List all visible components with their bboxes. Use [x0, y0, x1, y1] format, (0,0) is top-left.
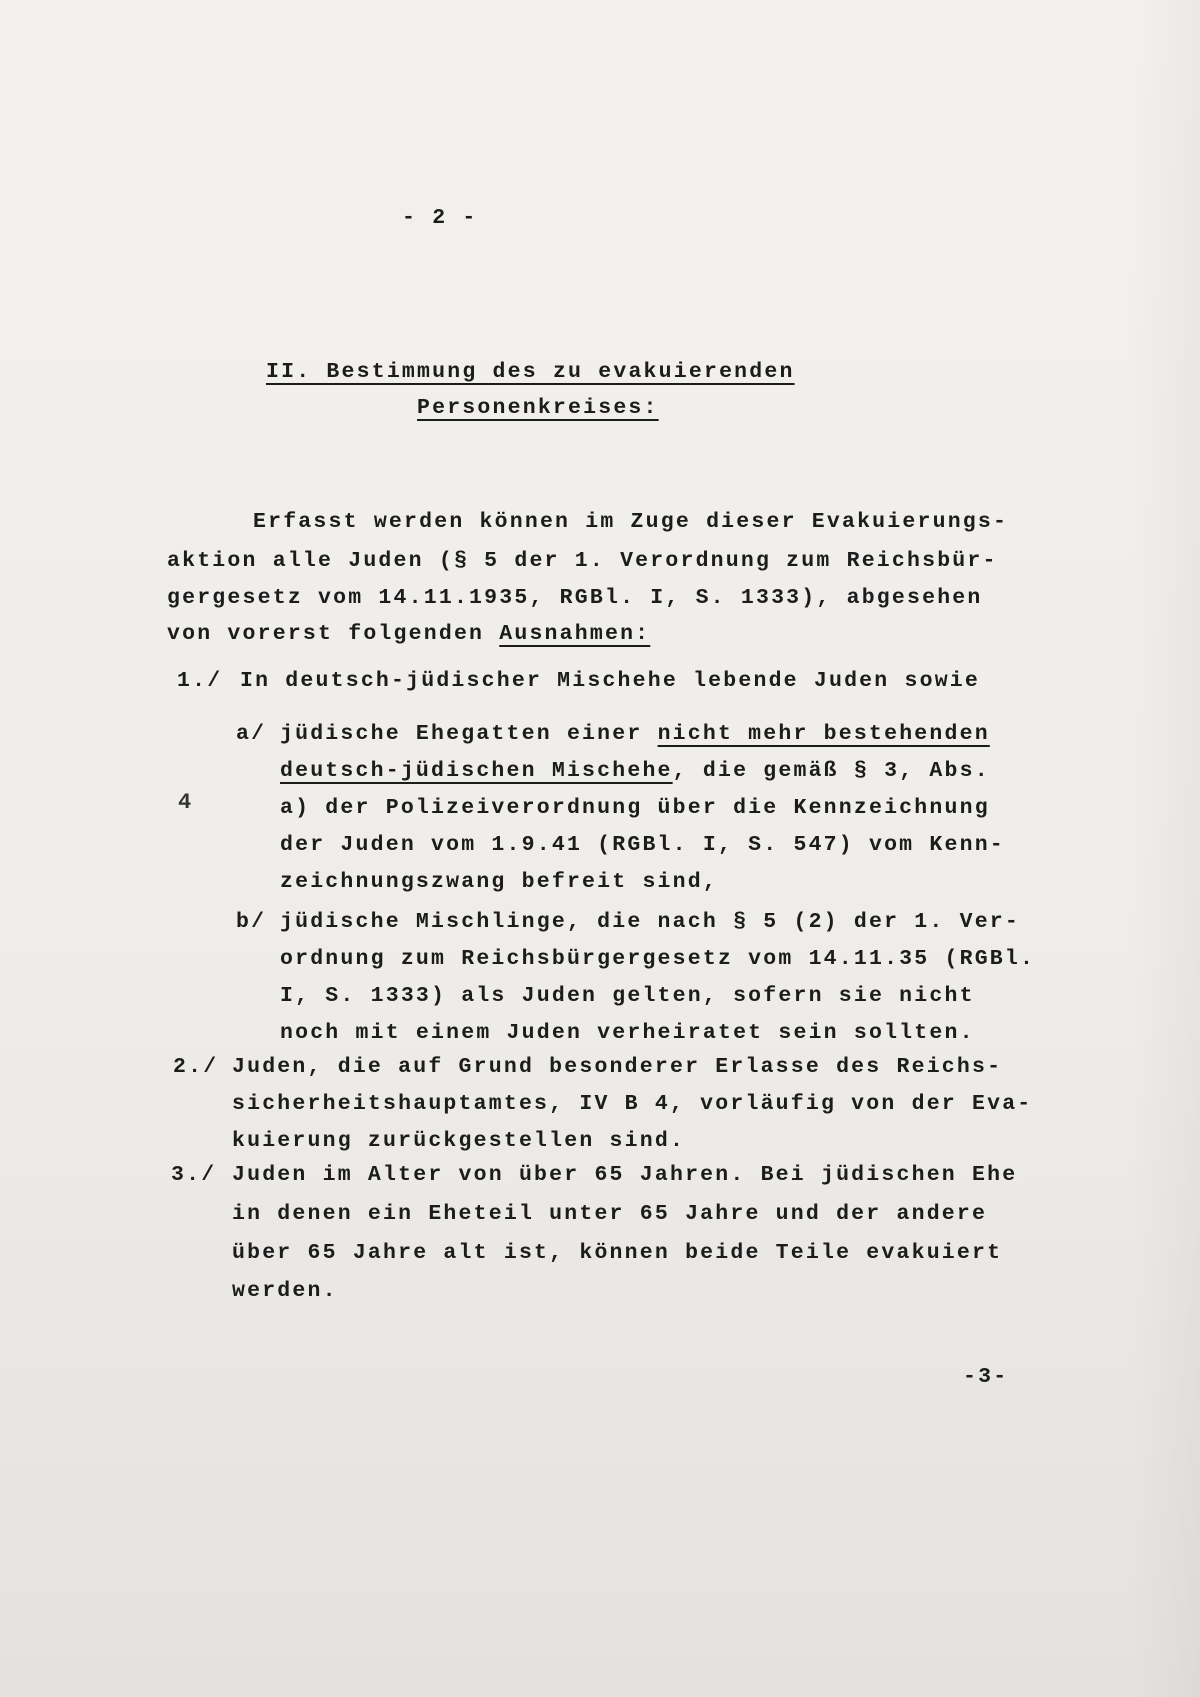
item2-number: 2./: [173, 1055, 219, 1079]
intro-line1: Erfasst werden können im Zuge dieser Evakuierungs-: [253, 510, 1009, 534]
page-number: - 2 -: [402, 206, 478, 230]
item1-sub-a-line2-underlined: deutsch-jüdischen Mischehe: [280, 759, 673, 783]
item1-sub-a-line3: a) der Polizeiverordnung über die Kennzeichnung: [280, 796, 990, 820]
item1-sub-a-label: a/: [236, 722, 267, 746]
item2-line2: sicherheitshauptamtes, IV B 4, vorläufig von der Eva-: [232, 1092, 1033, 1116]
item3-line4: werden.: [232, 1279, 338, 1303]
item1-sub-a-line1-prefix: jüdische Ehegatten einer: [280, 722, 658, 746]
item1-sub-a-line5: zeichnungszwang befreit sind,: [280, 870, 718, 894]
item2-line1: Juden, die auf Grund besonderer Erlasse des Reichs-: [232, 1055, 1003, 1079]
item3-line1: Juden im Alter von über 65 Jahren. Bei jüdischen Ehe: [232, 1163, 1018, 1187]
item1-line1: In deutsch-jüdischer Mischehe lebende Juden sowie: [240, 669, 981, 693]
item1-sub-a-line4: der Juden vom 1.9.41 (RGBl. I, S. 547) vom Kenn-: [280, 833, 1005, 857]
margin-handwritten-mark: 4: [178, 790, 192, 815]
intro-line4-prefix: von vorerst folgenden: [167, 622, 500, 646]
item1-sub-a-line1-underlined: nicht mehr bestehenden: [657, 722, 990, 746]
intro-exceptions-word: Ausnahmen:: [499, 622, 651, 646]
item3-number: 3./: [171, 1163, 217, 1187]
section-title-line1: II. Bestimmung des zu evakuierenden: [266, 360, 795, 384]
intro-line2: aktion alle Juden (§ 5 der 1. Verordnung zum Reichsbür-: [167, 549, 998, 573]
item1-sub-b-line1: jüdische Mischlinge, die nach § 5 (2) der 1. Ver-: [280, 910, 1021, 934]
item1-sub-a-line1: [280, 719, 990, 749]
item3-line2: in denen ein Eheteil unter 65 Jahre und der andere: [232, 1202, 988, 1226]
item1-sub-b-line4: noch mit einem Juden verheiratet sein sollten.: [280, 1021, 975, 1045]
item1-sub-b-line3: I, S. 1333) als Juden gelten, sofern sie nicht: [280, 984, 975, 1008]
item3-line3: über 65 Jahre alt ist, können beide Teile evakuiert: [232, 1241, 1003, 1265]
item1-sub-b-line2: ordnung zum Reichsbürgergesetz vom 14.11.35 (RGBl.: [280, 947, 1036, 971]
item1-sub-b-label: b/: [236, 910, 267, 934]
intro-line3: gergesetz vom 14.11.1935, RGBl. I, S. 1333), abgesehen: [167, 586, 983, 610]
item2-line3: kuierung zurückgestellen sind.: [232, 1129, 686, 1153]
item1-number: 1./: [177, 669, 223, 693]
next-page-marker: -3-: [963, 1365, 1009, 1389]
item1-sub-a-line2-suffix: , die gemäß § 3, Abs.: [672, 759, 990, 783]
section-title-line2: Personenkreises:: [417, 396, 659, 420]
item1-sub-a-line2: [280, 756, 990, 786]
intro-line4: [167, 619, 650, 649]
